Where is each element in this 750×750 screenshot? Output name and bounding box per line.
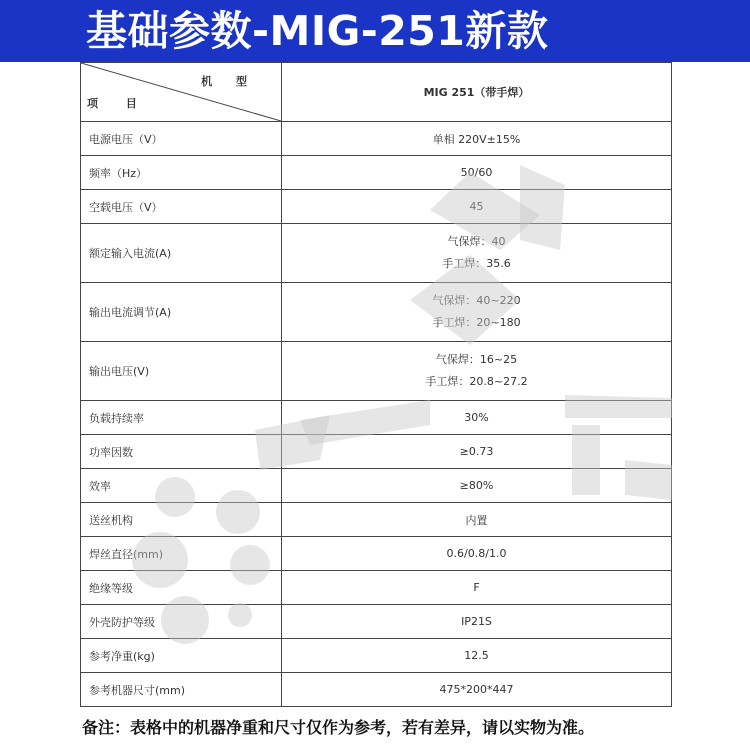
row-label: 额定输入电流(A)	[81, 224, 282, 283]
row-label: 送丝机构	[81, 503, 282, 537]
diagonal-line	[81, 63, 281, 121]
row-value-line: 气保焊：40~220	[432, 294, 521, 307]
row-label: 频率（Hz）	[81, 156, 282, 190]
header-model-value-cell	[282, 63, 672, 122]
row-value: ≥80%	[282, 469, 672, 503]
row-value: 30%	[282, 401, 672, 435]
row-value: 单相 220V±15%	[282, 122, 672, 156]
table-row	[81, 224, 672, 283]
row-value: F	[282, 571, 672, 605]
row-value	[282, 283, 672, 342]
row-value-line: 手工焊：35.6	[442, 257, 511, 270]
row-label: 参考净重(kg)	[81, 639, 282, 673]
table-row	[81, 122, 672, 156]
row-value	[282, 224, 672, 283]
row-label: 空载电压（V）	[81, 190, 282, 224]
table-row	[81, 571, 672, 605]
row-value-line: 气保焊：40	[447, 235, 506, 248]
table-row	[81, 283, 672, 342]
row-value-line: 气保焊：16~25	[435, 353, 518, 366]
row-label: 焊丝直径(mm)	[81, 537, 282, 571]
header-item-label: 项 目	[87, 97, 149, 110]
row-label: 功率因数	[81, 435, 282, 469]
row-label: 绝缘等级	[81, 571, 282, 605]
page-title: 基础参数-MIG-251新款	[86, 7, 549, 55]
row-label: 输出电压(V)	[81, 342, 282, 401]
row-label: 外壳防护等级	[81, 605, 282, 639]
table-row	[81, 435, 672, 469]
row-value: ≥0.73	[282, 435, 672, 469]
table-row	[81, 605, 672, 639]
row-value-line: 手工焊：20~180	[432, 316, 521, 329]
table-row	[81, 156, 672, 190]
row-value: 内置	[282, 503, 672, 537]
table-row	[81, 190, 672, 224]
table-row	[81, 537, 672, 571]
table-row	[81, 673, 672, 707]
row-label: 输出电流调节(A)	[81, 283, 282, 342]
table-header-row	[81, 63, 672, 122]
title-banner	[0, 0, 750, 62]
row-value: 12.5	[282, 639, 672, 673]
row-value: IP21S	[282, 605, 672, 639]
row-value: 50/60	[282, 156, 672, 190]
spec-table	[80, 62, 672, 707]
table-row	[81, 401, 672, 435]
footnote: 备注：表格中的机器净重和尺寸仅作为参考，若有差异，请以实物为准。	[82, 718, 595, 737]
row-value-line: 手工焊：20.8~27.2	[425, 375, 528, 388]
table-row	[81, 639, 672, 673]
header-model-label: 机 型	[201, 75, 257, 88]
row-label: 效率	[81, 469, 282, 503]
table-row	[81, 469, 672, 503]
row-value: 0.6/0.8/1.0	[282, 537, 672, 571]
row-value: 475*200*447	[282, 673, 672, 707]
header-model-value: MIG 251（带手焊）	[423, 86, 530, 99]
row-value: 45	[282, 190, 672, 224]
row-value	[282, 342, 672, 401]
row-label: 负载持续率	[81, 401, 282, 435]
header-diagonal-cell	[81, 63, 282, 122]
row-label: 参考机器尺寸(mm)	[81, 673, 282, 707]
table-row	[81, 503, 672, 537]
table-row	[81, 342, 672, 401]
row-label: 电源电压（V）	[81, 122, 282, 156]
